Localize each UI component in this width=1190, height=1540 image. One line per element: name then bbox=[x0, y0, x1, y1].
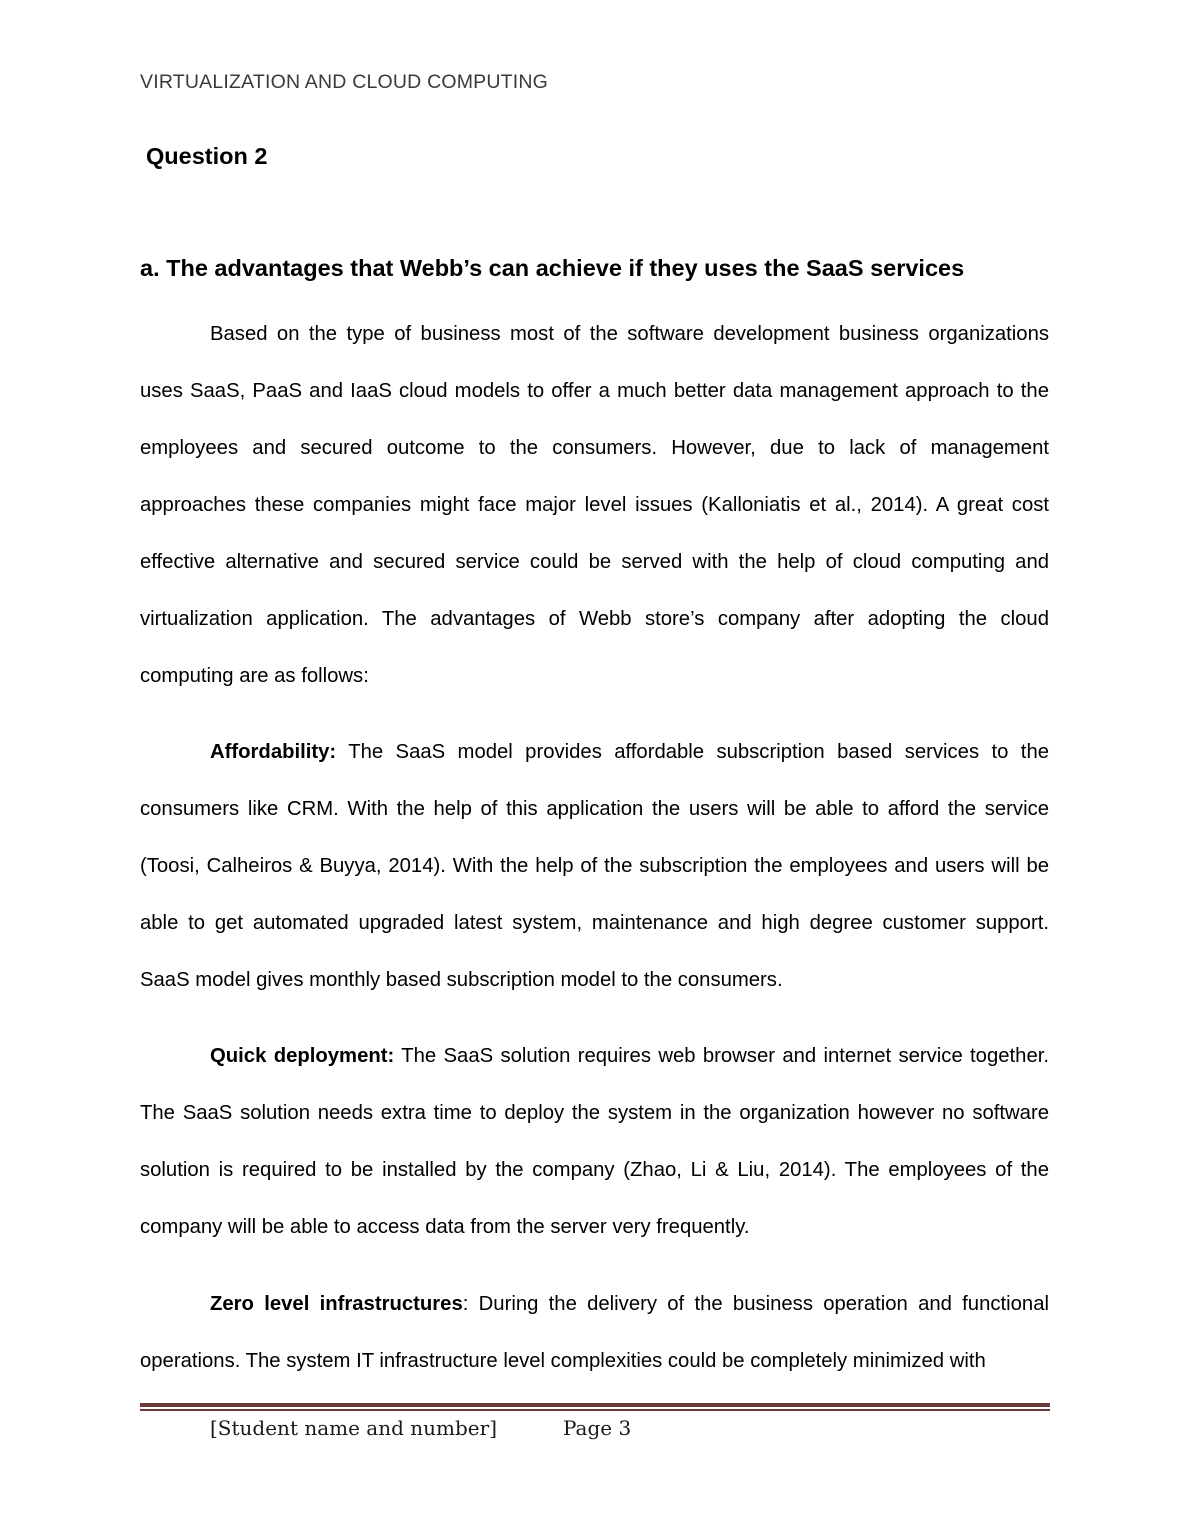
affordability-text: The SaaS model provides affordable subscription based services to the consumers like CRM. With the help of this application the users will be able to afford the service (Toosi, Calheiros & Buyya, 2014). With the help of the subscription the employees and users will be able to get automated upgraded latest system, maintenance and high degree customer support. SaaS model gives monthly based subscription model to the consumers. bbox=[140, 741, 1049, 991]
intro-text: Based on the type of business most of the software development business organizations uses SaaS, PaaS and IaaS cloud models to offer a much better data management approach to the employees and secured outcome to the consumers. However, due to lack of management approaches these companies might face major level issues (Kalloniatis et al., 2014). A great cost effective alternative and secured service could be served with the help of cloud computing and virtualization application. The advantages of Webb store’s company after adopting the cloud computing are as follows: bbox=[140, 323, 1049, 687]
infrastructure-text: : During the delivery of the business operation and functional operations. The system IT infrastructure level complexities could be completely minimized with bbox=[140, 1293, 1049, 1372]
footer-page-number: Page 3 bbox=[563, 1416, 632, 1440]
deployment-text: The SaaS solution requires web browser and internet service together. The SaaS solution needs extra time to deploy the system in the organization however no software solution is required to be installed by the company (Zhao, Li & Liu, 2014). The employees of the company will be able to access data from the server very frequently. bbox=[140, 1045, 1049, 1238]
intro-paragraph bbox=[140, 306, 1049, 705]
section-heading: a. The advantages that Webb’s can achieve if they uses the SaaS services bbox=[140, 255, 965, 281]
infrastructure-paragraph bbox=[140, 1276, 1049, 1390]
footer-divider bbox=[140, 1403, 1050, 1407]
deployment-label: Quick deployment: bbox=[210, 1045, 395, 1067]
deployment-paragraph bbox=[140, 1028, 1049, 1256]
footer-student: [Student name and number] bbox=[210, 1416, 497, 1440]
affordability-paragraph bbox=[140, 724, 1049, 1009]
affordability-label: Affordability: bbox=[210, 741, 337, 763]
running-header: VIRTUALIZATION AND CLOUD COMPUTING bbox=[140, 71, 549, 93]
infrastructure-label: Zero level infrastructures bbox=[210, 1293, 463, 1315]
question-title: Question 2 bbox=[146, 143, 268, 169]
footer-divider-thin bbox=[140, 1409, 1050, 1411]
